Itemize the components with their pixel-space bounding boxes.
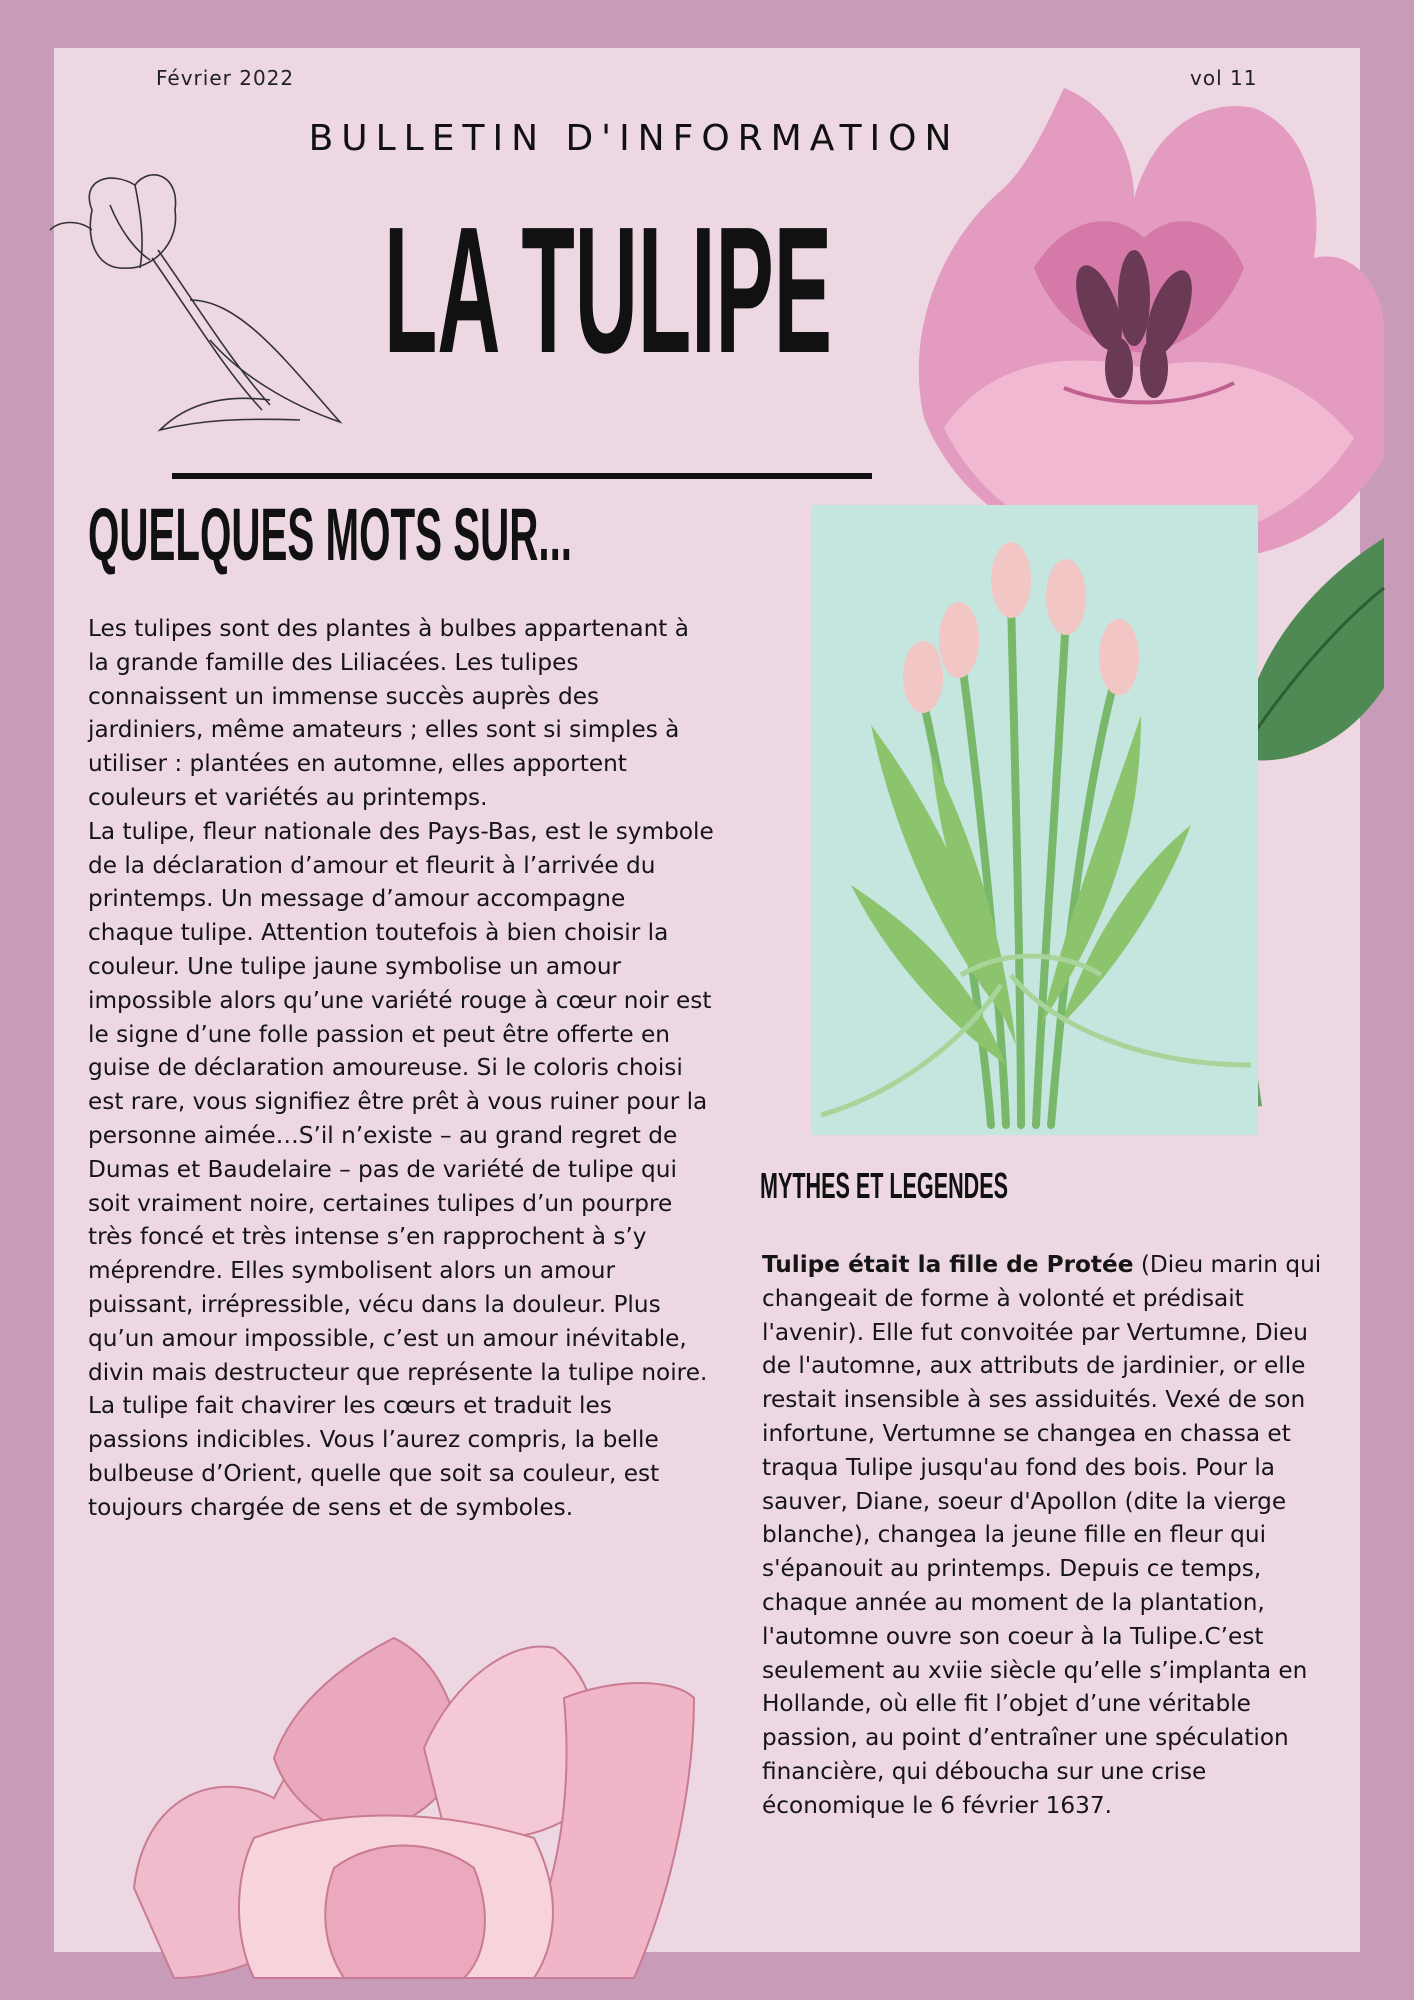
newsletter-kicker: BULLETIN D'INFORMATION [308, 118, 960, 159]
tulip-bouquet-photo [811, 505, 1258, 1135]
issue-volume: vol 11 [1190, 66, 1258, 90]
right-article-body [762, 1248, 1342, 1823]
left-paragraph-1: Les tulipes sont des plantes à bulbes appartenant à la grande famille des Liliacées. Les tulipes connaissent un immense succès auprès des jardiniers, même amateurs ; elles sont si simples à utiliser : plantées en automne, elles apportent couleurs et variétés au printemps. [88, 615, 689, 811]
left-section-title [88, 492, 648, 576]
bottom-tulip-icon [134, 1638, 714, 1978]
newsletter-page [54, 48, 1360, 1952]
right-paragraph [762, 1248, 1342, 1823]
tulip-sketch-icon [40, 150, 360, 450]
masthead-text: LA TULIPE [384, 190, 832, 391]
issue-date: Février 2022 [156, 66, 295, 90]
masthead-title [384, 190, 834, 391]
left-section-title-text: QUELQUES MOTS SUR... [88, 493, 572, 576]
right-section-title [760, 1156, 1060, 1206]
title-divider [172, 473, 872, 479]
left-article-body [88, 612, 714, 1525]
left-paragraph-2: La tulipe, fleur nationale des Pays-Bas, est le symbole de la déclaration d’amour et fleurit à l’arrivée du printemps. Un message d’amour accompagne chaque tulipe. Attention toutefois à bien choisir la couleur. Une tulipe jaune symbolise un amour impossible alors qu’une variété rouge à cœur noir est le signe d’une folle passion et peut être offerte en guise de déclaration amoureuse. Si le coloris choisi est rare, vous signifiez être prêt à vous ruiner pour la personne aimée…S’il n’existe – au grand regret de Dumas et Baudelaire – pas de variété de tulipe qui soit vraiment noire, certaines tulipes d’un pourpre très foncé et très intense s’en rapprochent à s’y méprendre. Elles symbolisent alors un amour puissant, irrépressible, vécu dans la douleur. Plus qu’un amour impossible, c’est un amour inévitable, divin mais destructeur que représente la tulipe noire. La tulipe fait chavirer les cœurs et traduit les passions indicibles. Vous l’aurez compris, la belle bulbeuse d’Orient, quelle que soit sa couleur, est toujours chargée de sens et de symboles. [88, 817, 714, 1521]
right-paragraph-text: (Dieu marin qui changeait de forme à volonté et prédisait l'avenir). Elle fut convoitée par Vertumne, Dieu de l'automne, aux attributs de jardinier, or elle restait insensible à ses assiduités. Vexé de son infortune, Vertumne se changea en chassa et traqua Tulipe jusqu'au fond des bois. Pour la sauver, Diane, soeur d'Apollon (dite la vierge blanche), changea la jeune fille en fleur qui s'épanouit au printemps. Depuis ce temps, chaque année au moment de la plantation, l'automne ouvre son coeur à la Tulipe.C’est seulement au xviie siècle qu’elle s’implanta en Hollande, où elle fit l’objet d’une véritable passion, au point d’entraîner une spéculation financière, qui déboucha sur une crise économique le 6 février 1637. [762, 1251, 1322, 1819]
right-lead-bold: Tulipe était la fille de Protée [762, 1251, 1134, 1278]
right-section-title-text: MYTHES ET LEGENDES [760, 1165, 1008, 1206]
